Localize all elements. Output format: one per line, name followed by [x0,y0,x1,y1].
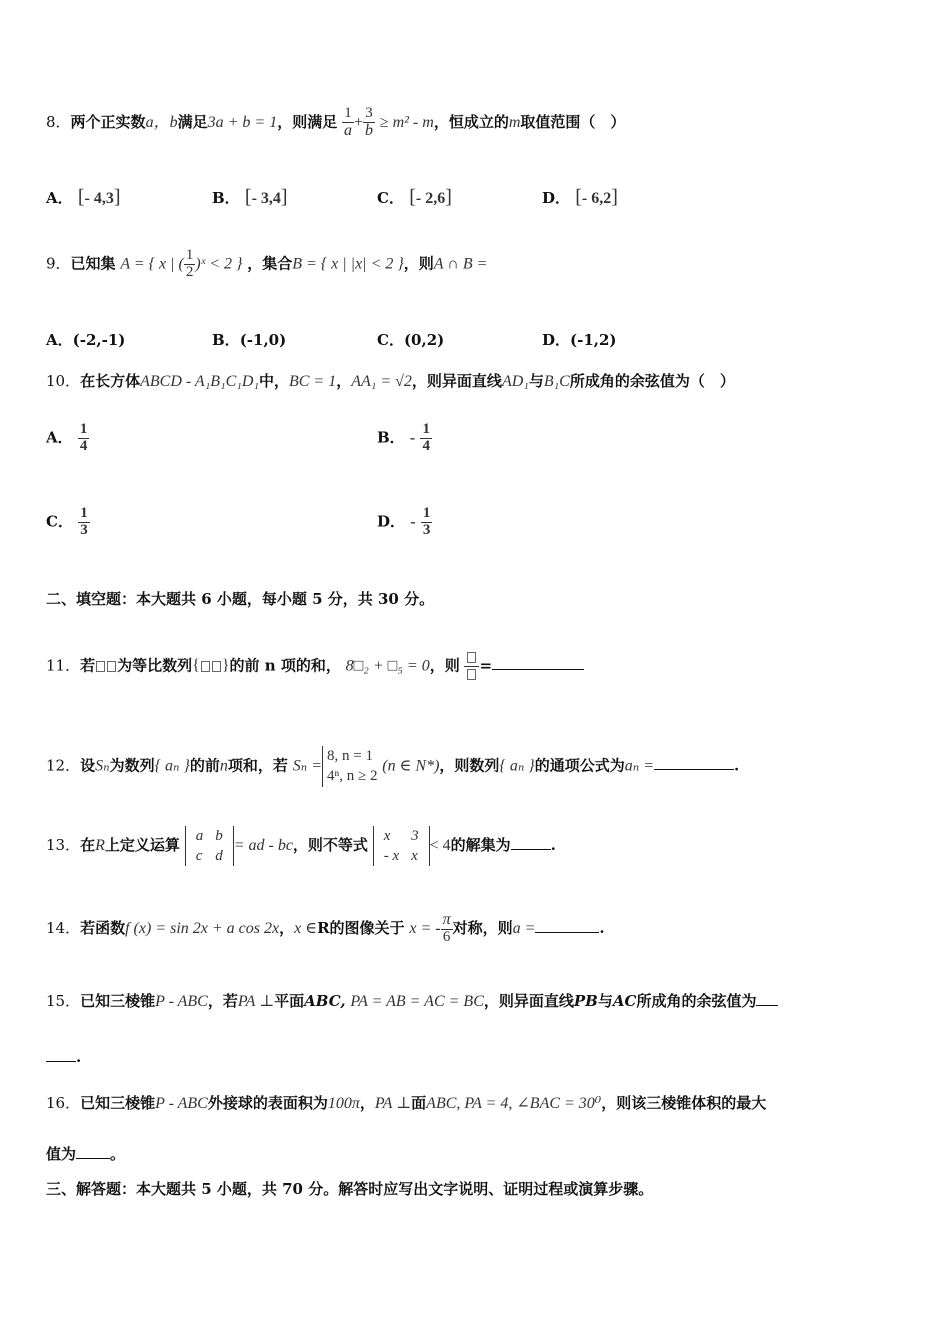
q9-expression: A ∩ B = [433,255,488,273]
q10-solid: ABCD - A₁B₁C₁D₁ [140,373,259,390]
q11-text-2: 为等比数列 [117,656,193,675]
q12-text-4: 项和，若 [227,756,288,775]
q16-conditions: ABC, PA = 4, ∠BAC = 30⁰ [426,1095,602,1112]
q8-var-ab: a，b [145,113,178,131]
q12-end: . [734,756,740,775]
q9-option-d: D．(-1,2) [542,331,617,349]
q12-text-5: ，则数列 [439,756,500,775]
q15-text-4: ，则异面直线 [483,992,574,1010]
q11-text-1: 若 [80,656,96,675]
q8-text-4: ，恒成立的 [433,112,509,131]
question-16-continued [46,1145,125,1163]
q9-text-1: 已知集 [70,254,116,273]
q16-perp: PA ⊥ [374,1095,412,1112]
q10-aa1: AA₁ = √2 [351,373,412,390]
q15-text-3: 平面 [274,992,305,1010]
q8-text-1: 两个正实数 [70,112,146,131]
q14-end: . [599,918,605,937]
q14-number: 14． [46,918,81,937]
q13-inequality: < 4 [429,837,451,854]
q11-missing-symbol-2: { } [192,657,230,675]
q14-domain: x ∈ [294,919,318,937]
q13-text-3: ，则不等式 [292,836,368,854]
q11-ratio [464,650,479,683]
q13-text-2: 上定义运算 [104,836,180,854]
q8-rhs: ≥ m² - m [379,113,434,131]
q16-text-2: 外接球的表面积为 [207,1094,328,1112]
question-8 [46,106,625,140]
q14-function: f (x) = sin 2x + a cos 2x [125,919,280,937]
q16-answer-blank[interactable] [76,1158,110,1159]
q9-option-a: A．(-2,-1) [46,331,126,349]
q9-number: 9． [46,254,71,273]
q11-number: 11． [46,656,81,675]
q9-option-c: C．(0,2) [377,331,445,349]
q15-pb: PB [573,992,598,1010]
q11-text-4: ，则 [429,656,460,675]
q8-option-d: D． [- 6,2] [542,186,618,208]
q8-condition: 3a + b = 1 [207,113,278,131]
q11-text-3: 的前 n 项的和， [229,656,341,675]
q15-text-1: 已知三棱锥 [80,992,156,1010]
q15-perp: PA ⊥ [237,993,275,1010]
q13-determinant-def: a b c d [185,826,234,866]
q10-text-3: ，则异面直线 [411,372,502,390]
q12-answer-blank[interactable] [654,769,734,770]
q13-answer-blank[interactable] [511,849,551,850]
q15-pyramid: P - ABC [155,993,208,1010]
q11-text-5: = [479,656,493,675]
q10-option-c: C． $\frac{1}{3}$ [46,505,88,538]
q15-text-2: ，若 [207,992,238,1010]
q9-text-2: ，集合 [247,254,293,273]
q11-missing-symbol-1 [95,656,117,674]
q15-end: . [76,1048,82,1066]
question-14 [46,912,605,946]
q10-text-4: 与 [528,372,544,390]
q8-option-a: A． [- 4,3] [46,186,121,208]
q14-r: R [317,918,330,937]
q14-text-4: 对称，则 [452,918,513,937]
q12-text-3: 的前 [189,756,220,775]
q14-answer-blank[interactable] [535,932,599,933]
question-16 [46,1094,766,1113]
q8-fraction-1: $\frac{1}{a}$ [343,105,352,139]
q10-line-1: AD₁ [501,373,529,390]
q14-fraction: $\frac{\pi}{6}$ [442,911,451,945]
q9-set-a-prefix: A = { x | ( [120,255,184,273]
q8-var-m: m [508,113,521,131]
q16-text-1: 已知三棱锥 [80,1094,156,1112]
q13-determinant-ineq: x 3 - x x [373,826,430,866]
q10-text-5: 所成角的余弦值为（ ） [569,372,735,390]
q9-set-b: B = { x | |x| < 2 } [292,255,404,273]
q12-n: n [219,757,228,775]
q13-number: 13． [46,836,81,854]
q10-bc: BC = 1 [288,373,337,390]
q12-text-1: 设 [80,756,96,775]
q11-equation: 8□₂ + □₅ = 0 [345,657,430,675]
q8-number: 8． [46,112,71,131]
q15-text-5: 与 [597,992,613,1010]
q15-text-6: 所成角的余弦值为 [636,992,757,1010]
q8-text-3: ，则满足 [277,112,338,131]
q14-text-2: ， [279,918,295,937]
question-15-continued [46,1048,81,1066]
q10-comma: ， [336,372,352,390]
q12-text-2: 为数列 [109,756,155,775]
q9-option-b: B．(-1,0) [212,331,287,349]
q14-text-1: 若函数 [80,918,126,937]
q15-answer-blank-part-1[interactable] [756,1005,778,1006]
q12-condition: (n ∈ N*) [382,757,440,775]
q16-area: 100π [327,1095,360,1112]
q15-answer-blank-part-2[interactable] [46,1061,76,1062]
q8-fraction-2: $\frac{3}{b}$ [365,105,374,139]
q10-line-2: B₁C [543,373,570,390]
q16-pyramid: P - ABC [155,1095,208,1112]
q10-option-b: B． - $\frac{1}{4}$ [377,421,430,454]
q16-end: 。 [110,1145,126,1163]
q12-sn-def: Sₙ = [292,757,322,775]
section-3-heading: 三、解答题：本大题共 5 小题，共 70 分。解答时应写出文字说明、证明过程或演算步骤。 [46,1180,654,1198]
q14-a: a = [512,919,536,937]
q12-sequence-2: { aₙ } [499,757,535,775]
q10-option-a: A． $\frac{1}{4}$ [46,421,88,454]
question-9 [46,248,487,281]
question-13 [46,826,556,866]
q10-number: 10． [46,372,81,390]
q8-text-2: 满足 [177,112,208,131]
q16-text-5: ，则该三棱锥体积的最大 [601,1094,767,1112]
q13-definition: = ad - bc [233,837,293,854]
q14-text-3: 的图像关于 [329,918,405,937]
q15-ac: AC [612,992,637,1010]
q11-answer-blank[interactable] [492,669,584,670]
q12-an: aₙ = [624,757,654,775]
question-10 [46,372,735,391]
q12-text-6: 的通项公式为 [534,756,625,775]
q12-sn: Sₙ [95,757,110,775]
q15-plane: ABC, [304,992,346,1010]
q8-option-c: C． [- 2,6] [377,186,452,208]
question-12 [46,746,739,787]
q12-piecewise: 8, n = 1 4ⁿ, n ≥ 2 [322,746,377,787]
q14-axis: x = - [409,919,441,937]
question-15 [46,992,778,1011]
q16-text-6: 值为 [46,1145,77,1163]
q13-text-4: 的解集为 [450,836,511,854]
q10-text-2: 中， [258,372,289,390]
q12-number: 12． [46,756,81,775]
q15-equal-edges: PA = AB = AC = BC [350,993,484,1010]
q9-set-a-suffix: )ˣ < 2 } [195,255,243,273]
q8-plus: + [353,113,364,131]
q9-text-3: ，则 [403,254,434,273]
section-2-heading: 二、填空题：本大题共 6 小题，每小题 5 分，共 30 分。 [46,590,435,608]
q13-text-1: 在 [80,836,96,854]
q16-text-3: ， [359,1094,375,1112]
q16-number: 16． [46,1094,81,1112]
q12-sequence: { aₙ } [154,757,190,775]
question-11 [46,650,584,683]
q10-text-1: 在长方体 [80,372,141,390]
q13-end: . [550,836,556,854]
q13-r: R [95,837,105,854]
q16-text-4: 面 [411,1094,427,1112]
q9-set-a-fraction: $\frac{1}{2}$ [185,247,194,280]
q8-text-5: 取值范围（ ） [520,112,626,131]
q8-option-b: B． [- 3,4] [212,186,288,208]
q10-option-d: D． - $\frac{1}{3}$ [377,505,431,538]
q15-number: 15． [46,992,81,1010]
